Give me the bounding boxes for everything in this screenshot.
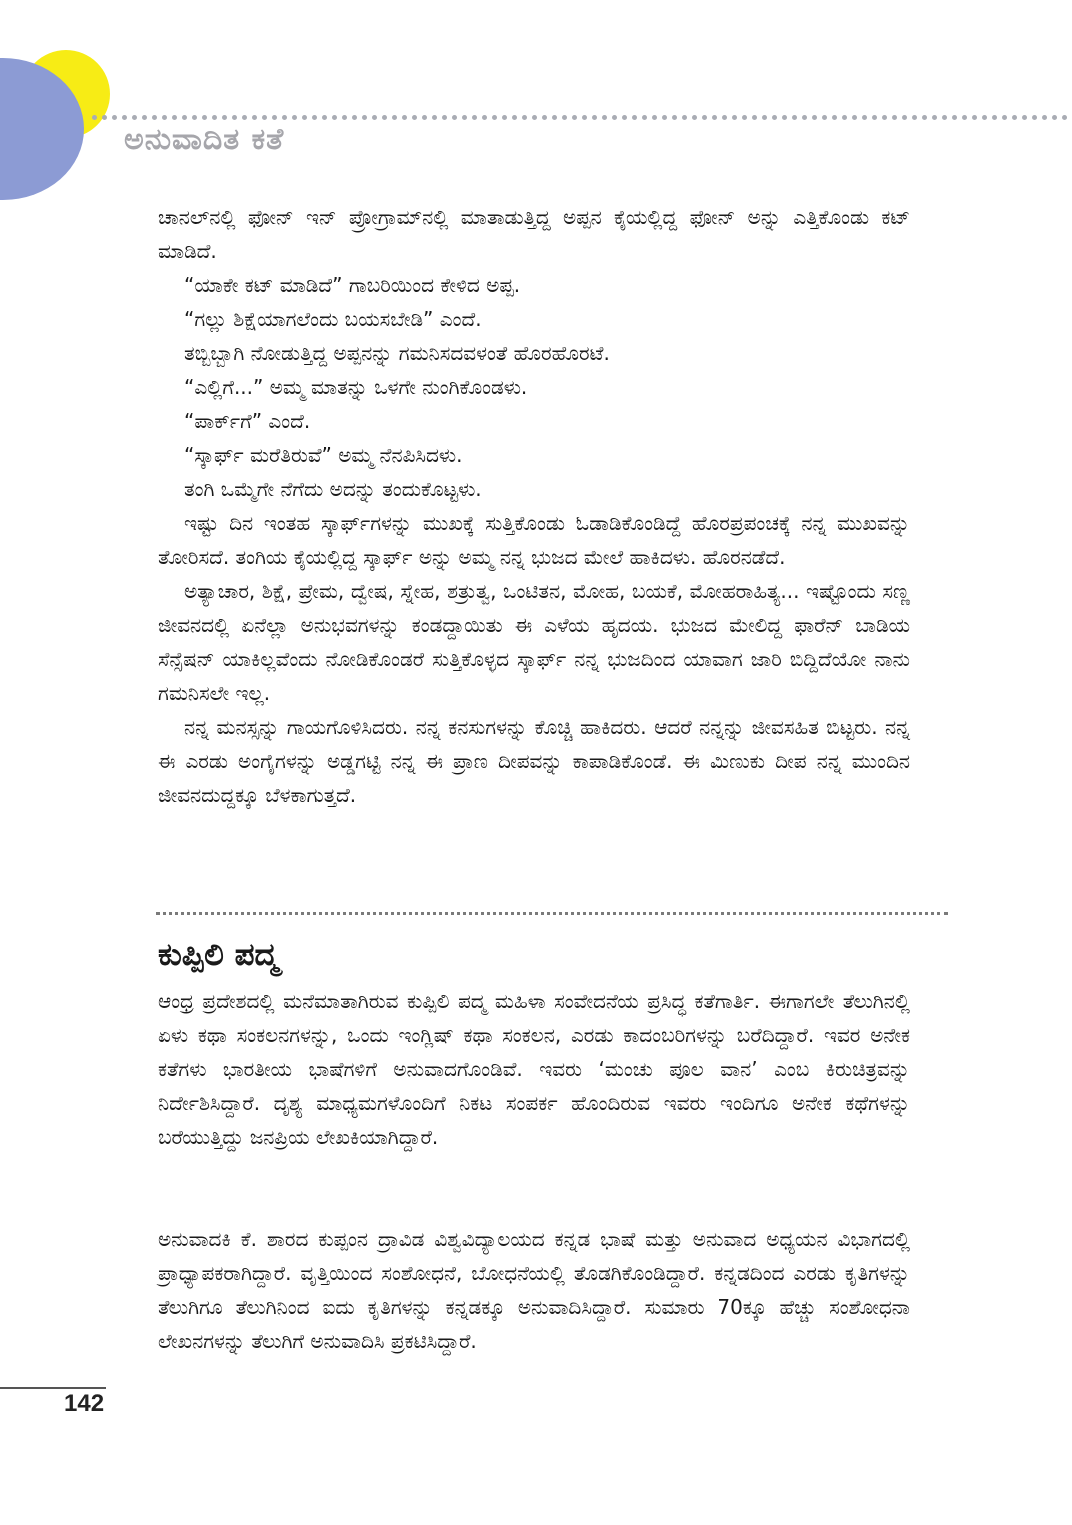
translator-bio-text: ಅನುವಾದಕಿ ಕೆ. ಶಾರದ ಕುಪ್ಪಂನ ದ್ರಾವಿಡ ವಿಶ್ವವಿದ್ಯಾಲಯದ ಕನ್ನಡ ಭಾಷೆ ಮತ್ತು ಅನುವಾದ ಅಧ್ಯಯನ ವಿಭಾಗದಲ್ಲಿ ಪ್ರಾಧ್ಯಾಪಕರಾಗಿದ್ದಾರೆ. ವೃತ್ತಿಯಿಂದ ಸಂಶೋಧನೆ, ಬೋಧನೆಯಲ್ಲಿ ತೊಡಗಿಕೊಂಡಿದ್ದಾರೆ. ಕನ್ನಡದಿಂದ ಎರಡು ಕೃತಿಗಳನ್ನು ತೆಲುಗಿಗೂ ತೆಲುಗಿನಿಂದ ಐದು ಕೃತಿಗಳನ್ನು ಕನ್ನಡಕ್ಕೂ ಅನುವಾದಿಸಿದ್ದಾರೆ. ಸುಮಾರು 70ಕ್ಕೂ ಹೆಚ್ಚು ಸಂಶೋಧನಾ ಲೇಖನಗಳನ್ನು ತೆಲುಗಿಗೆ ಅನುವಾದಿಸಿ ಪ್ರಕಟಿಸಿದ್ದಾರೆ. xyxy=(158,1227,910,1353)
story-text xyxy=(158,200,910,812)
story-paragraph: ತಬ್ಬಿಬ್ಬಾಗಿ ನೋಡುತ್ತಿದ್ದ ಅಪ್ಪನನ್ನು ಗಮನಿಸದವಳಂತೆ ಹೊರಹೊರಟೆ. xyxy=(184,341,610,365)
story-paragraph: ನನ್ನ ಮನಸ್ಸನ್ನು ಗಾಯಗೊಳಿಸಿದರು. ನನ್ನ ಕನಸುಗಳನ್ನು ಕೊಚ್ಚಿ ಹಾಕಿದರು. ಆದರೆ ನನ್ನನ್ನು ಜೀವಸಹಿತ ಬಿಟ್ಟರು. ನನ್ನ ಈ ಎರಡು ಅಂಗೈಗಳನ್ನು ಅಡ್ಡಗಟ್ಟಿ ನನ್ನ ಈ ಪ್ರಾಣ ದೀಪವನ್ನು ಕಾಪಾಡಿಕೊಂಡೆ. ಈ ಮಿಣುಕು ದೀಪ ನನ್ನ ಮುಂದಿನ ಜೀವನದುದ್ದಕ್ಕೂ ಬೆಳಕಾಗುತ್ತದೆ. xyxy=(158,715,910,807)
section-divider xyxy=(156,912,948,915)
story-paragraph: ಅತ್ಯಾಚಾರ, ಶಿಕ್ಷೆ, ಪ್ರೇಮ, ದ್ವೇಷ, ಸ್ನೇಹ, ಶತ್ರುತ್ವ, ಒಂಟಿತನ, ಮೋಹ, ಬಯಕೆ, ಮೋಹರಾಹಿತ್ಯ... ಇಷ್ಟೊಂದು ಸಣ್ಣ ಜೀವನದಲ್ಲಿ ಏನೆಲ್ಲಾ ಅನುಭವಗಳನ್ನು ಕಂಡದ್ದಾಯಿತು ಈ ಎಳೆಯ ಹೃದಯ. ಭುಜದ ಮೇಲಿದ್ದ ಫಾರೆನ್ ಬಾಡಿಯ ಸೆನ್ಸೆಷನ್ ಯಾಕಿಲ್ಲವೆಂದು ನೋಡಿಕೊಂಡರೆ ಸುತ್ತಿಕೊಳ್ಳದ ಸ್ಕಾರ್ಫ್ ನನ್ನ ಭುಜದಿಂದ ಯಾವಾಗ ಜಾರಿ ಬಿದ್ದಿದೆಯೋ ನಾನು ಗಮನಿಸಲೇ ಇಲ್ಲ. xyxy=(158,579,910,705)
story-paragraph: ತಂಗಿ ಒಮ್ಮೆಗೇ ನೆಗೆದು ಅದನ್ನು ತಂದುಕೊಟ್ಟಳು. xyxy=(184,477,482,501)
header-dotted-rule xyxy=(92,115,1068,120)
author-bio xyxy=(158,984,910,1154)
section-label: ಅನುವಾದಿತ ಕತೆ xyxy=(124,122,285,157)
story-paragraph: “ಸ್ಕಾರ್ಫ್ ಮರೆತಿರುವೆ” ಅಮ್ಮ ನೆನಪಿಸಿದಳು. xyxy=(184,443,463,467)
story-paragraph: “ಗಲ್ಲು ಶಿಕ್ಷೆಯಾಗಲೆಂದು ಬಯಸಬೇಡಿ” ಎಂದೆ. xyxy=(184,307,482,331)
page-number: 142 xyxy=(64,1390,105,1417)
story-paragraph: ಚಾನಲ್‌ನಲ್ಲಿ ಫೋನ್ ಇನ್ ಪ್ರೋಗ್ರಾಮ್‌ನಲ್ಲಿ ಮಾತಾಡುತ್ತಿದ್ದ ಅಪ್ಪನ ಕೈಯಲ್ಲಿದ್ದ ಫೋನ್ ಅನ್ನು ಎತ್ತಿಕೊಂಡು ಕಟ್ ಮಾಡಿದೆ. xyxy=(158,205,910,263)
author-bio-text: ಆಂಧ್ರ ಪ್ರದೇಶದಲ್ಲಿ ಮನೆಮಾತಾಗಿರುವ ಕುಪ್ಪಿಲಿ ಪದ್ಮ ಮಹಿಳಾ ಸಂವೇದನೆಯ ಪ್ರಸಿದ್ಧ ಕತೆಗಾರ್ತಿ. ಈಗಾಗಲೇ ತೆಲುಗಿನಲ್ಲಿ ಏಳು ಕಥಾ ಸಂಕಲನಗಳನ್ನು, ಒಂದು ಇಂಗ್ಲಿಷ್ ಕಥಾ ಸಂಕಲನ, ಎರಡು ಕಾದಂಬರಿಗಳನ್ನು ಬರೆದಿದ್ದಾರೆ. ಇವರ ಅನೇಕ ಕತೆಗಳು ಭಾರತೀಯ ಭಾಷೆಗಳಿಗೆ ಅನುವಾದಗೊಂಡಿವೆ. ಇವರು ‘ಮಂಚು ಪೂಲ ವಾನ’ ಎಂಬ ಕಿರುಚಿತ್ರವನ್ನು ನಿರ್ದೇಶಿಸಿದ್ದಾರೆ. ದೃಶ್ಯ ಮಾಧ್ಯಮಗಳೊಂದಿಗೆ ನಿಕಟ ಸಂಪರ್ಕ ಹೊಂದಿರುವ ಇವರು ಇಂದಿಗೂ ಅನೇಕ ಕಥೆಗಳನ್ನು ಬರೆಯುತ್ತಿದ್ದು ಜನಪ್ರಿಯ ಲೇಖಕಿಯಾಗಿದ್ದಾರೆ. xyxy=(158,989,910,1149)
author-name: ಕುಪ್ಪಿಲಿ ಪದ್ಮ xyxy=(158,937,279,973)
story-paragraph: “ಯಾಕೇ ಕಟ್ ಮಾಡಿದೆ” ಗಾಬರಿಯಿಂದ ಕೇಳಿದ ಅಪ್ಪ. xyxy=(184,273,521,297)
footer-rule xyxy=(0,1387,106,1389)
story-paragraph: ಇಷ್ಟು ದಿನ ಇಂತಹ ಸ್ಕಾರ್ಫ್‌ಗಳನ್ನು ಮುಖಕ್ಕೆ ಸುತ್ತಿಕೊಂಡು ಓಡಾಡಿಕೊಂಡಿದ್ದೆ ಹೊರಪ್ರಪಂಚಕ್ಕೆ ನನ್ನ ಮುಖವನ್ನು ತೋರಿಸದೆ. ತಂಗಿಯ ಕೈಯಲ್ಲಿದ್ದ ಸ್ಕಾರ್ಫ್ ಅನ್ನು ಅಮ್ಮ ನನ್ನ ಭುಜದ ಮೇಲೆ ಹಾಕಿದಳು. ಹೊರನಡೆದೆ. xyxy=(158,511,910,569)
translator-bio xyxy=(158,1222,910,1358)
story-paragraph: “ಪಾರ್ಕ್‌ಗೆ” ಎಂದೆ. xyxy=(184,409,311,433)
story-paragraph: “ಎಲ್ಲಿಗೆ...” ಅಮ್ಮ ಮಾತನ್ನು ಒಳಗೇ ನುಂಗಿಕೊಂಡಳು. xyxy=(184,375,528,399)
